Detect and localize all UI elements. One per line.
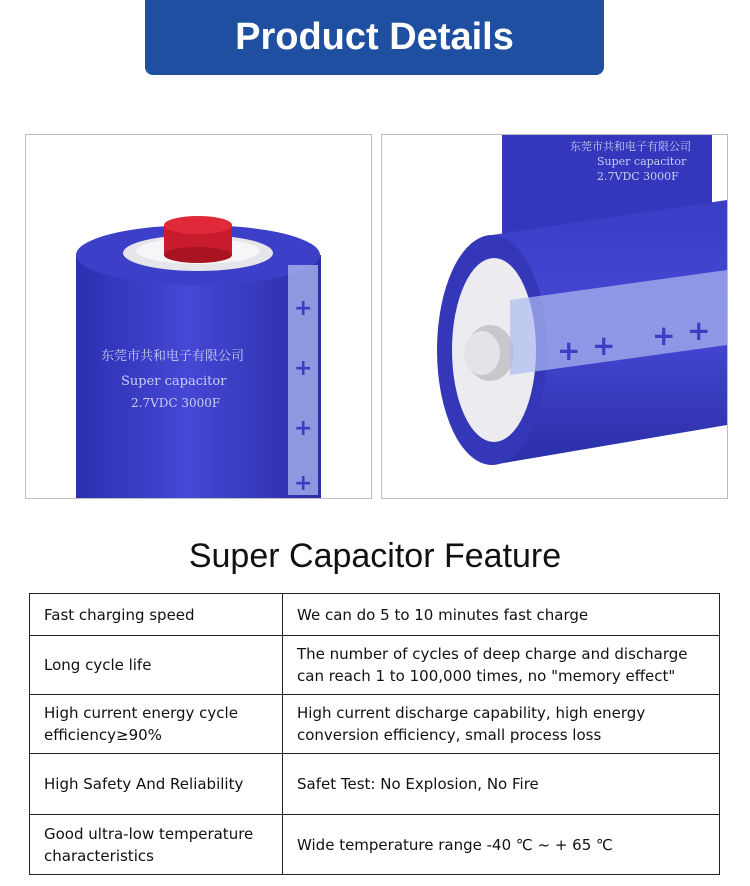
svg-text:+: + bbox=[294, 356, 313, 381]
svg-text:+: + bbox=[294, 471, 313, 496]
feature-name-cell: Good ultra-low temperature characteristics bbox=[30, 815, 283, 875]
back-capacitor-chinese-label: 东莞市共和电子有限公司 bbox=[570, 140, 691, 153]
capacitor-photo-vertical bbox=[25, 134, 372, 499]
banner-title: Product Details bbox=[235, 16, 514, 58]
feature-name-cell: High Safety And Reliability bbox=[30, 754, 283, 815]
product-details-banner bbox=[145, 0, 604, 75]
back-capacitor-type-label: Super capacitor bbox=[597, 155, 687, 168]
capacitor-vertical-illustration bbox=[26, 135, 371, 498]
feature-detail-cell: Wide temperature range -40 ℃ ~ + 65 ℃ bbox=[283, 815, 720, 875]
feature-name-cell: Long cycle life bbox=[30, 636, 283, 695]
table-row bbox=[30, 754, 720, 815]
feature-name-cell: High current energy cycle efficiency≥90% bbox=[30, 695, 283, 754]
svg-text:+: + bbox=[687, 314, 711, 347]
feature-detail-cell: We can do 5 to 10 minutes fast charge bbox=[283, 594, 720, 636]
capacitor-rating-label: 2.7VDC 3000F bbox=[131, 396, 221, 410]
feature-detail-cell: High current discharge capability, high energy conversion efficiency, small process loss bbox=[283, 695, 720, 754]
capacitor-chinese-label: 东莞市共和电子有限公司 bbox=[101, 349, 245, 364]
feature-table bbox=[29, 593, 720, 875]
feature-section-title: Super Capacitor Feature bbox=[188, 537, 562, 575]
feature-detail-cell: The number of cycles of deep charge and discharge can reach 1 to 100,000 times, no "memory effect" bbox=[283, 636, 720, 695]
svg-text:+: + bbox=[557, 334, 581, 367]
capacitor-type-label: Super capacitor bbox=[121, 374, 227, 389]
svg-text:+: + bbox=[592, 329, 616, 362]
svg-text:+: + bbox=[294, 296, 313, 321]
table-row bbox=[30, 695, 720, 754]
svg-text:+: + bbox=[652, 319, 676, 352]
feature-name-cell: Fast charging speed bbox=[30, 594, 283, 636]
capacitor-photo-horizontal bbox=[381, 134, 728, 499]
table-row bbox=[30, 636, 720, 695]
back-capacitor-rating-label: 2.7VDC 3000F bbox=[597, 170, 679, 183]
feature-detail-cell: Safet Test: No Explosion, No Fire bbox=[283, 754, 720, 815]
table-row bbox=[30, 815, 720, 875]
svg-text:+: + bbox=[294, 416, 313, 441]
table-row bbox=[30, 594, 720, 636]
capacitor-horizontal-illustration bbox=[382, 135, 727, 498]
